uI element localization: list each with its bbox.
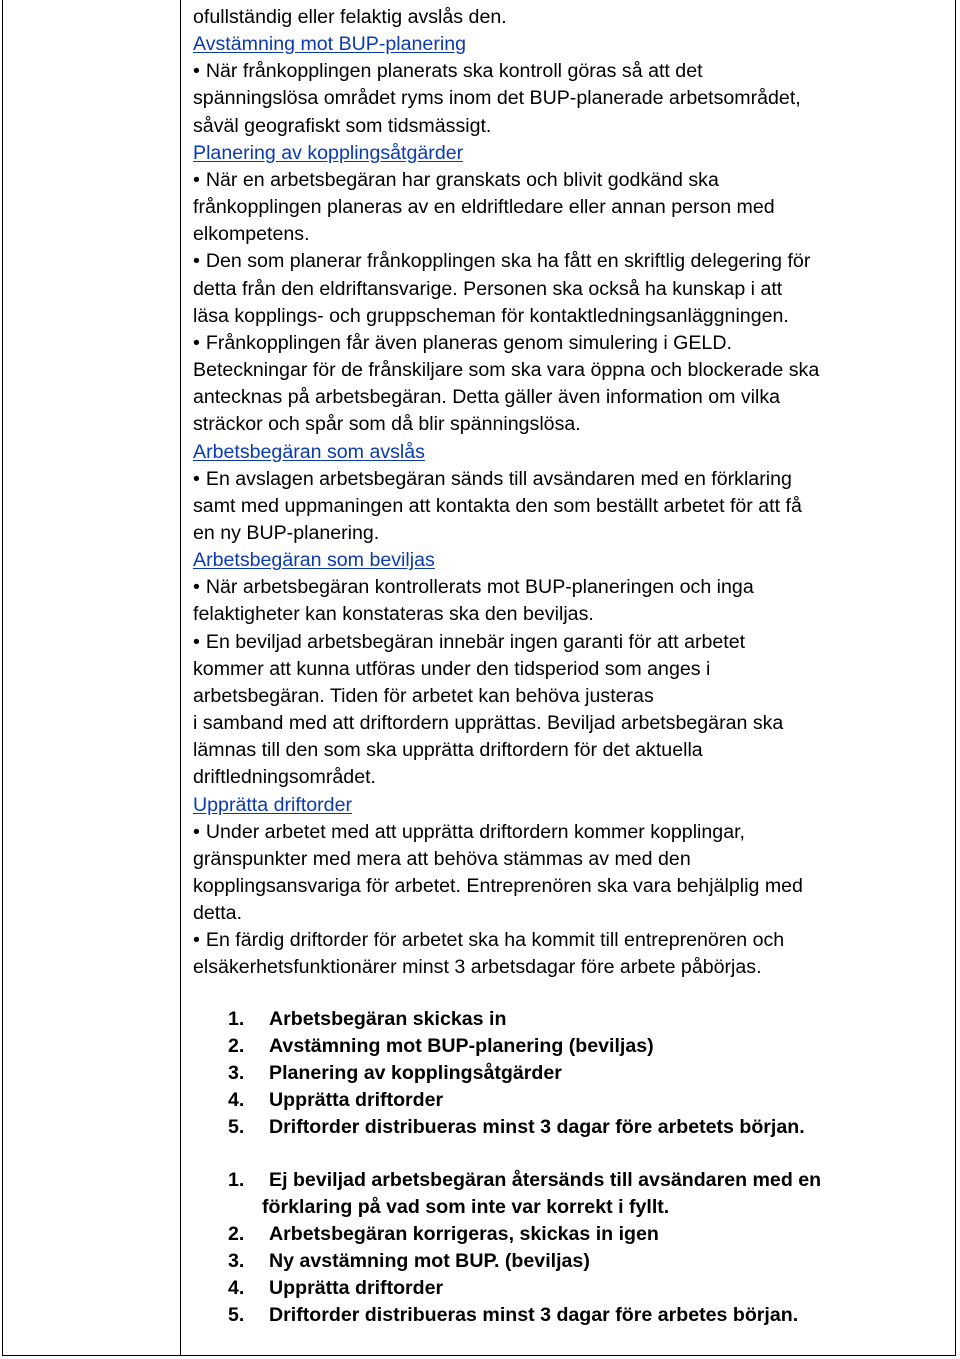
list-item <box>228 1006 805 1033</box>
list-text: förklaring på vad som inte var korrekt i fyllt. <box>262 1196 670 1218</box>
text-line: såväl geografiskt som tidsmässigt. <box>193 114 492 137</box>
bullet-line: • En avslagen arbetsbegäran sänds till avsändaren med en förklaring <box>193 466 948 493</box>
text-line: felaktigheter kan konstateras ska den beviljas. <box>193 603 594 626</box>
section-heading: Avstämning mot BUP-planering <box>193 33 466 56</box>
list-text: Ej beviljad arbetsbegäran återsänds till avsändaren med en <box>269 1169 822 1191</box>
main-text-column <box>193 4 948 982</box>
text-line: antecknas på arbetsbegäran. Detta gäller även information om vilka <box>193 386 781 409</box>
bullet-line: • En färdig driftorder för arbetet ska ha kommit till entreprenören och <box>193 927 948 954</box>
list-number: 3. <box>228 1250 245 1272</box>
list-item <box>228 1087 805 1114</box>
bullet-line: • När frånkopplingen planerats ska kontroll göras så att det <box>193 58 948 85</box>
bullet-line: • Den som planerar frånkopplingen ska ha fått en skriftlig delegering för <box>193 248 948 275</box>
list-text: Arbetsbegäran skickas in <box>269 1008 507 1030</box>
list-text: Avstämning mot BUP-planering (beviljas) <box>269 1035 654 1057</box>
text-line: elsäkerhetsfunktionärer minst 3 arbetsdagar före arbete påbörjas. <box>193 956 762 979</box>
text-line: elkompetens. <box>193 223 310 246</box>
list-number: 5. <box>228 1304 245 1326</box>
text-line: en ny BUP-planering. <box>193 521 380 544</box>
text-line: detta från den eldriftansvarige. Personen ska också ha kunskap i att <box>193 277 783 300</box>
list-number: 2. <box>228 1035 245 1057</box>
numbered-list-approved <box>228 1006 805 1141</box>
text-line: gränspunkter med mera att behöva stämmas av med den <box>193 847 691 870</box>
section-heading: Arbetsbegäran som beviljas <box>193 549 435 572</box>
bullet-line: • En beviljad arbetsbegäran innebär ingen garanti för att arbetet <box>193 629 948 656</box>
column-divider <box>180 0 181 1356</box>
text-line: kopplingsansvariga för arbetet. Entreprenören ska vara behjälplig med <box>193 875 803 897</box>
bullet-line: • Under arbetet med att upprätta driftordern kommer kopplingar, <box>193 819 948 846</box>
section-heading: Arbetsbegäran som avslås <box>193 440 425 463</box>
text-line: Beteckningar för de frånskiljare som ska vara öppna och blockerade ska <box>193 359 820 382</box>
numbered-list-rejected <box>228 1167 821 1329</box>
list-text: Driftorder distribueras minst 3 dagar före arbetes början. <box>269 1304 799 1326</box>
list-number: 4. <box>228 1089 245 1111</box>
section-heading: Planering av kopplingsåtgärder <box>193 141 464 164</box>
text-line: detta. <box>193 902 243 925</box>
list-text: Upprätta driftorder <box>269 1277 444 1299</box>
list-item <box>228 1248 821 1275</box>
list-item <box>228 1033 805 1060</box>
text-line: ofullständig eller felaktig avslås den. <box>193 6 507 28</box>
list-number: 1. <box>228 1169 245 1191</box>
text-line: lämnas till den som ska upprätta driftordern för det aktuella <box>193 739 703 762</box>
list-text: Planering av kopplingsåtgärder <box>269 1062 562 1084</box>
text-line: läsa kopplings- och gruppscheman för kontaktledningsanläggningen. <box>193 304 789 327</box>
text-line: driftledningsområdet. <box>193 766 376 789</box>
list-item <box>228 1114 805 1141</box>
text-line: kommer att kunna utföras under den tidsperiod som anges i <box>193 657 711 680</box>
list-item <box>228 1302 821 1329</box>
bullet-line: • Frånkopplingen får även planeras genom simulering i GELD. <box>193 330 948 357</box>
list-item-continuation <box>228 1194 821 1221</box>
list-number: 5. <box>228 1116 245 1138</box>
list-number: 2. <box>228 1223 245 1245</box>
list-item <box>228 1221 821 1248</box>
list-item <box>228 1167 821 1194</box>
section-heading: Upprätta driftorder <box>193 793 352 816</box>
list-text: Ny avstämning mot BUP. (beviljas) <box>269 1250 590 1272</box>
text-line: sträckor och spår som då blir spänningslösa. <box>193 413 581 436</box>
bullet-line: • När arbetsbegäran kontrollerats mot BUP-planeringen och inga <box>193 574 948 601</box>
text-line: i samband med att driftordern upprättas. Beviljad arbetsbegäran ska <box>193 712 784 735</box>
list-item <box>228 1275 821 1302</box>
list-text: Arbetsbegäran korrigeras, skickas in igen <box>269 1223 659 1245</box>
list-text: Driftorder distribueras minst 3 dagar före arbetets början. <box>269 1116 805 1138</box>
text-line: spänningslösa området ryms inom det BUP-planerade arbetsområdet, <box>193 87 801 110</box>
list-text: Upprätta driftorder <box>269 1089 444 1111</box>
list-number: 4. <box>228 1277 245 1299</box>
text-line: frånkopplingen planeras av en eldriftledare eller annan person med <box>193 196 775 219</box>
bullet-line: • När en arbetsbegäran har granskats och blivit godkänd ska <box>193 167 948 194</box>
list-number: 3. <box>228 1062 245 1084</box>
list-item <box>228 1060 805 1087</box>
text-line: arbetsbegäran. Tiden för arbetet kan behöva justeras <box>193 684 654 707</box>
list-number: 1. <box>228 1008 245 1030</box>
text-line: samt med uppmaningen att kontakta den som beställt arbetet för att få <box>193 494 802 517</box>
